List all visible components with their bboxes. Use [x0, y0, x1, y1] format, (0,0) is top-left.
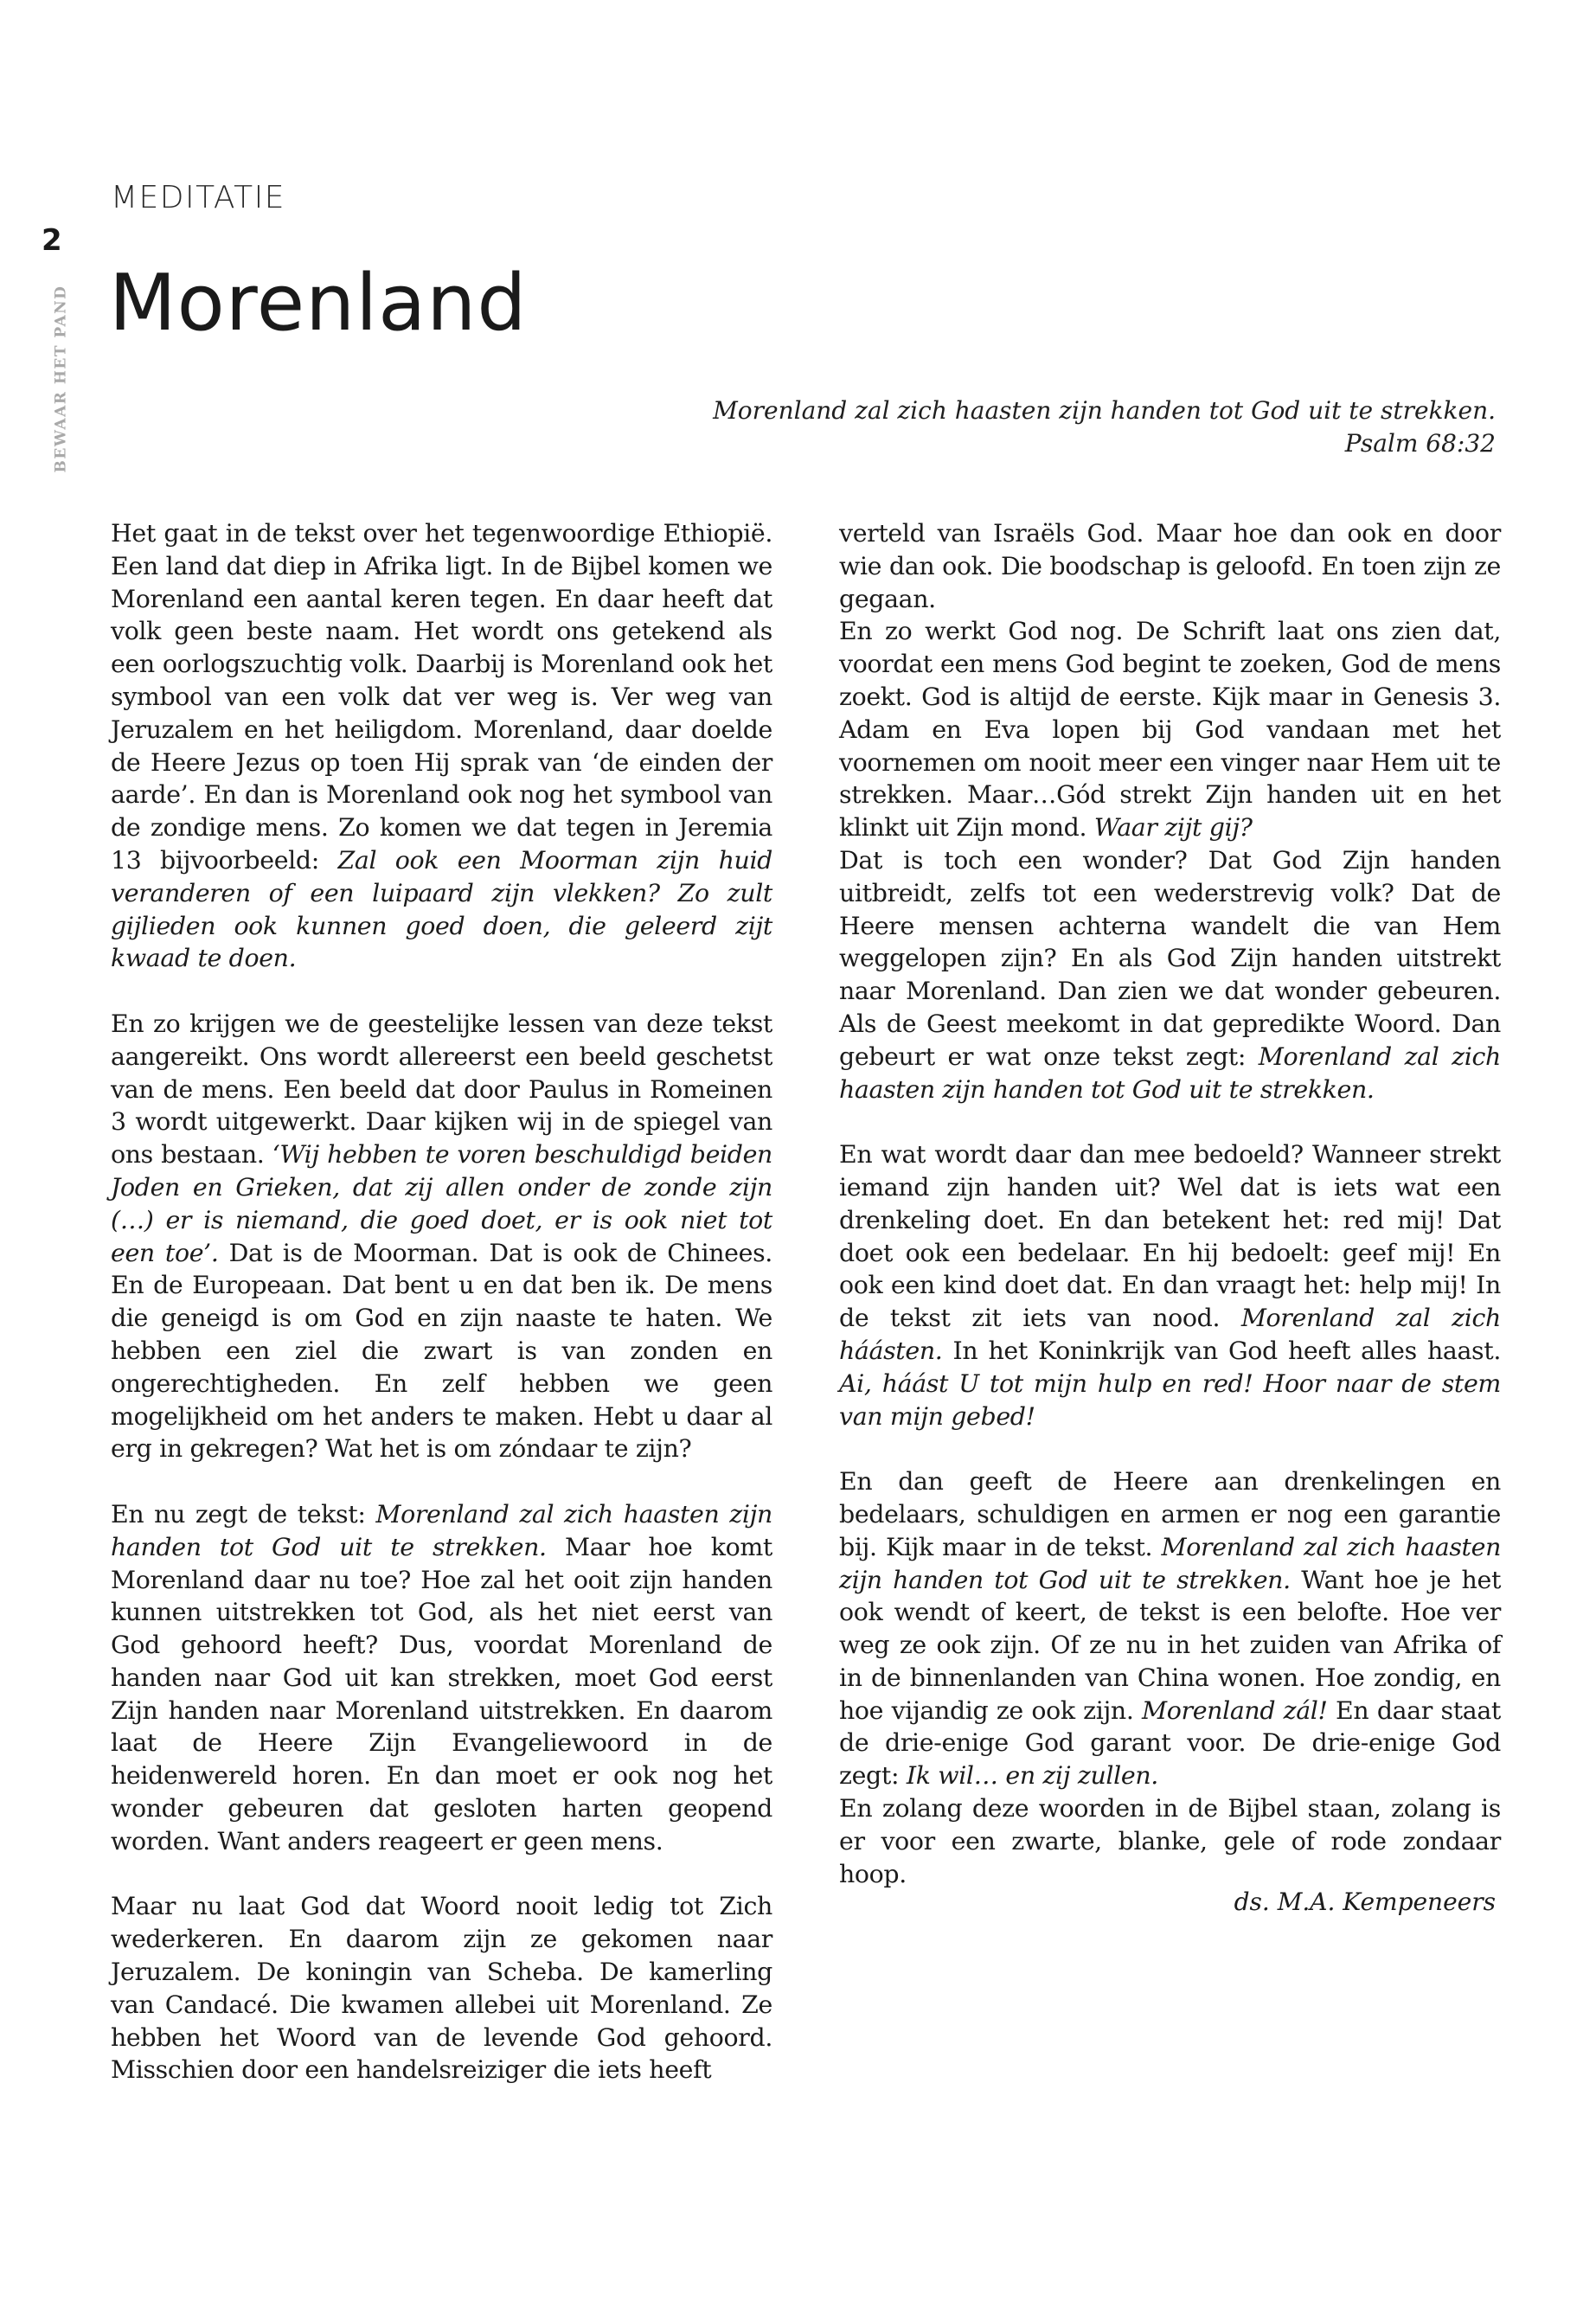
- paragraph: Maar nu laat God dat Woord nooit ledig tot Zich wederkeren. En daarom zijn ze gekomen naar Jeruzalem. De koningin van Scheba. De kamerling van Candacé. Die kwamen allebei uit Morenland. Ze hebben het Woord van de levende God gehoord. Misschien door een handelsreiziger die iets heeft: [111, 1892, 772, 2085]
- right-column: [839, 517, 1501, 1890]
- text-run: Het gaat in de tekst over het tegenwoordige Ethiopië. Een land dat diep in Afrika ligt. In de Bijbel komen we Morenland een aantal keren tegen. En daar heeft dat volk geen beste naam. Het wordt ons getekend als een oorlogszuchtig volk. Daarbij is Morenland ook het symbool van een volk dat ver weg is. Ver weg van Jeruzalem en het heiligdom. Morenland, daar doelde de Heere Jezus op toen Hij sprak van ‘de einden der aarde’. En dan is Morenland ook nog het symbool van de zondige mens. Zo komen we dat tegen in Jeremia 13 bijvoorbeeld:: [111, 519, 772, 875]
- epigraph-reference: Psalm 68:32: [1344, 429, 1496, 458]
- paragraph: [839, 844, 1501, 1106]
- running-head: [43, 268, 78, 489]
- italic-quote: Morenland zal zich haasten zijn handen tot God uit te strekken.: [839, 1042, 1501, 1104]
- epigraph-text: Morenland zal zich haasten zijn handen tot God uit te strekken.: [713, 396, 1496, 425]
- italic-quote: ‘Wij hebben te voren beschuldigd beiden Joden en Grieken, dat zij allen onder de zonde zijn (…) er is niemand, die goed doet, er is ook niet tot een toe’.: [111, 1140, 772, 1267]
- text-run: Dat is toch een wonder? Dat God Zijn handen uitbreidt, zelfs tot een wederstrevig volk? Dat de Heere mensen achterna wandelt die van Hem weggelopen zijn? En als God Zijn handen uitstrekt naar Morenland. Dan zien we dat wonder gebeuren. Als de Geest meekomt in dat gepredikte Woord. Dan gebeurt er wat onze tekst zegt:: [839, 845, 1501, 1071]
- paragraph: [111, 1498, 772, 1858]
- paragraph: En zolang deze woorden in de Bijbel staan, zolang is er voor een zwarte, blanke, gele of rode zondaar hoop.: [839, 1794, 1501, 1888]
- text-run: En zo krijgen we de geestelijke lessen van deze tekst aangereikt. Ons wordt allereerst een beeld geschetst van de mens. Een beeld dat door Paulus in Romeinen 3 wordt uitgewerkt. Daar kijken wij in de spiegel van ons bestaan.: [111, 1009, 772, 1170]
- paragraph: [111, 1008, 772, 1465]
- italic-quote: Morenland zal zich haasten zijn handen tot God uit te strekken.: [111, 1499, 772, 1561]
- text-run: En daar staat de drie-enige God garant voor. De drie-enige God zegt:: [839, 1695, 1501, 1791]
- paragraph: [839, 1138, 1501, 1433]
- paragraph: [839, 1465, 1501, 1792]
- italic-quote: Morenland zal zich haasten zijn handen tot God uit te strekken.: [839, 1532, 1502, 1594]
- text-run: En zo werkt God nog. De Schrift laat ons zien dat, voordat een mens God begint te zoeken, God de mens zoekt. God is altijd de eerste. Kijk maar in Genesis 3. Adam en Eva lopen bij God vandaan met het voornemen om nooit meer een vinger naar Hem uit te strekken. Maar…Gód strekt Zijn handen uit en het klinkt uit Zijn mond.: [839, 617, 1501, 843]
- text-run: Want hoe je het ook wendt of keert, de tekst is een belofte. Hoe ver weg ze ook zijn. Of ze nu in het zuiden van Afrika of in de binnenlanden van China wonen. Hoe zondig, en hoe vijandig ze ook zijn.: [839, 1565, 1502, 1725]
- paragraph: [111, 517, 772, 975]
- text-run: En nu zegt de tekst:: [111, 1499, 376, 1529]
- paragraph: verteld van Israëls God. Maar hoe dan ook en door wie dan ook. Die boodschap is geloofd. En toen zijn ze gegaan.: [839, 519, 1501, 613]
- italic-quote: Ik wil… en zij zullen.: [906, 1761, 1158, 1791]
- text-run: En dan geeft de Heere aan drenkelingen en bedelaars, schuldigen en armen er nog een garantie bij. Kijk maar in de tekst.: [839, 1467, 1501, 1561]
- italic-quote: Waar zijt gij?: [1093, 813, 1253, 843]
- paragraph: [839, 615, 1501, 844]
- left-column: [111, 517, 772, 2086]
- italic-quote: Morenland zál!: [1142, 1695, 1328, 1725]
- author-signature: ds. M.A. Kempeneers: [1234, 1888, 1496, 1916]
- italic-quote: Ai, háást U tot mijn hulp en red! Hoor naar de stem van mijn gebed!: [839, 1368, 1501, 1431]
- section-label: MEDITATIE: [111, 180, 286, 215]
- italic-quote: Morenland zal zich háásten.: [839, 1304, 1501, 1365]
- text-run: In het Koninkrijk van God heeft alles haast.: [942, 1336, 1501, 1365]
- text-run: Maar hoe komt Morenland daar nu toe? Hoe zal het ooit zijn handen kunnen uitstrekken tot God, als het niet eerst van God gehoord heeft? Dus, voordat Morenland de handen naar God uit kan strekken, moet God eerst Zijn handen naar Morenland uitstrekken. En daarom laat de Heere Zijn Evangeliewoord in de heidenwereld horen. En dan moet er ook nog het wonder gebeuren dat gesloten harten geopend worden. Want anders reageert er geen mens.: [111, 1532, 772, 1856]
- text-run: Dat is de Moorman. Dat is ook de Chinees. En de Europeaan. Dat bent u en dat ben ik. De mens die geneigd is om God en zijn naaste te haten. We hebben een ziel die zwart is van zonden en ongerechtigheden. En zelf hebben we geen mogelijkheid om het anders te maken. Hebt u daar al erg in gekregen? Wat het is om zóndaar te zijn?: [111, 1238, 772, 1464]
- page-number: 2: [42, 223, 62, 258]
- page-title: Morenland: [109, 258, 528, 349]
- epigraph: [713, 394, 1496, 460]
- text-run: En wat wordt daar dan mee bedoeld? Wanneer strekt iemand zijn handen uit? Wel dat is iets wat een drenkeling doet. En dan betekent het: red mij! Dat doet ook een bedelaar. En hij bedoelt: geef mij! En ook een kind doet dat. En dan vraagt het: help mij! In de tekst zit iets van nood.: [839, 1140, 1501, 1333]
- running-head-text: BEWAAR HET PAND: [52, 285, 69, 472]
- italic-quote: Zal ook een Moorman zijn huid veranderen of een luipaard zijn vlekken? Zo zult gijlieden ook kunnen goed doen, die geleerd zijt kwaad te doen.: [111, 845, 772, 973]
